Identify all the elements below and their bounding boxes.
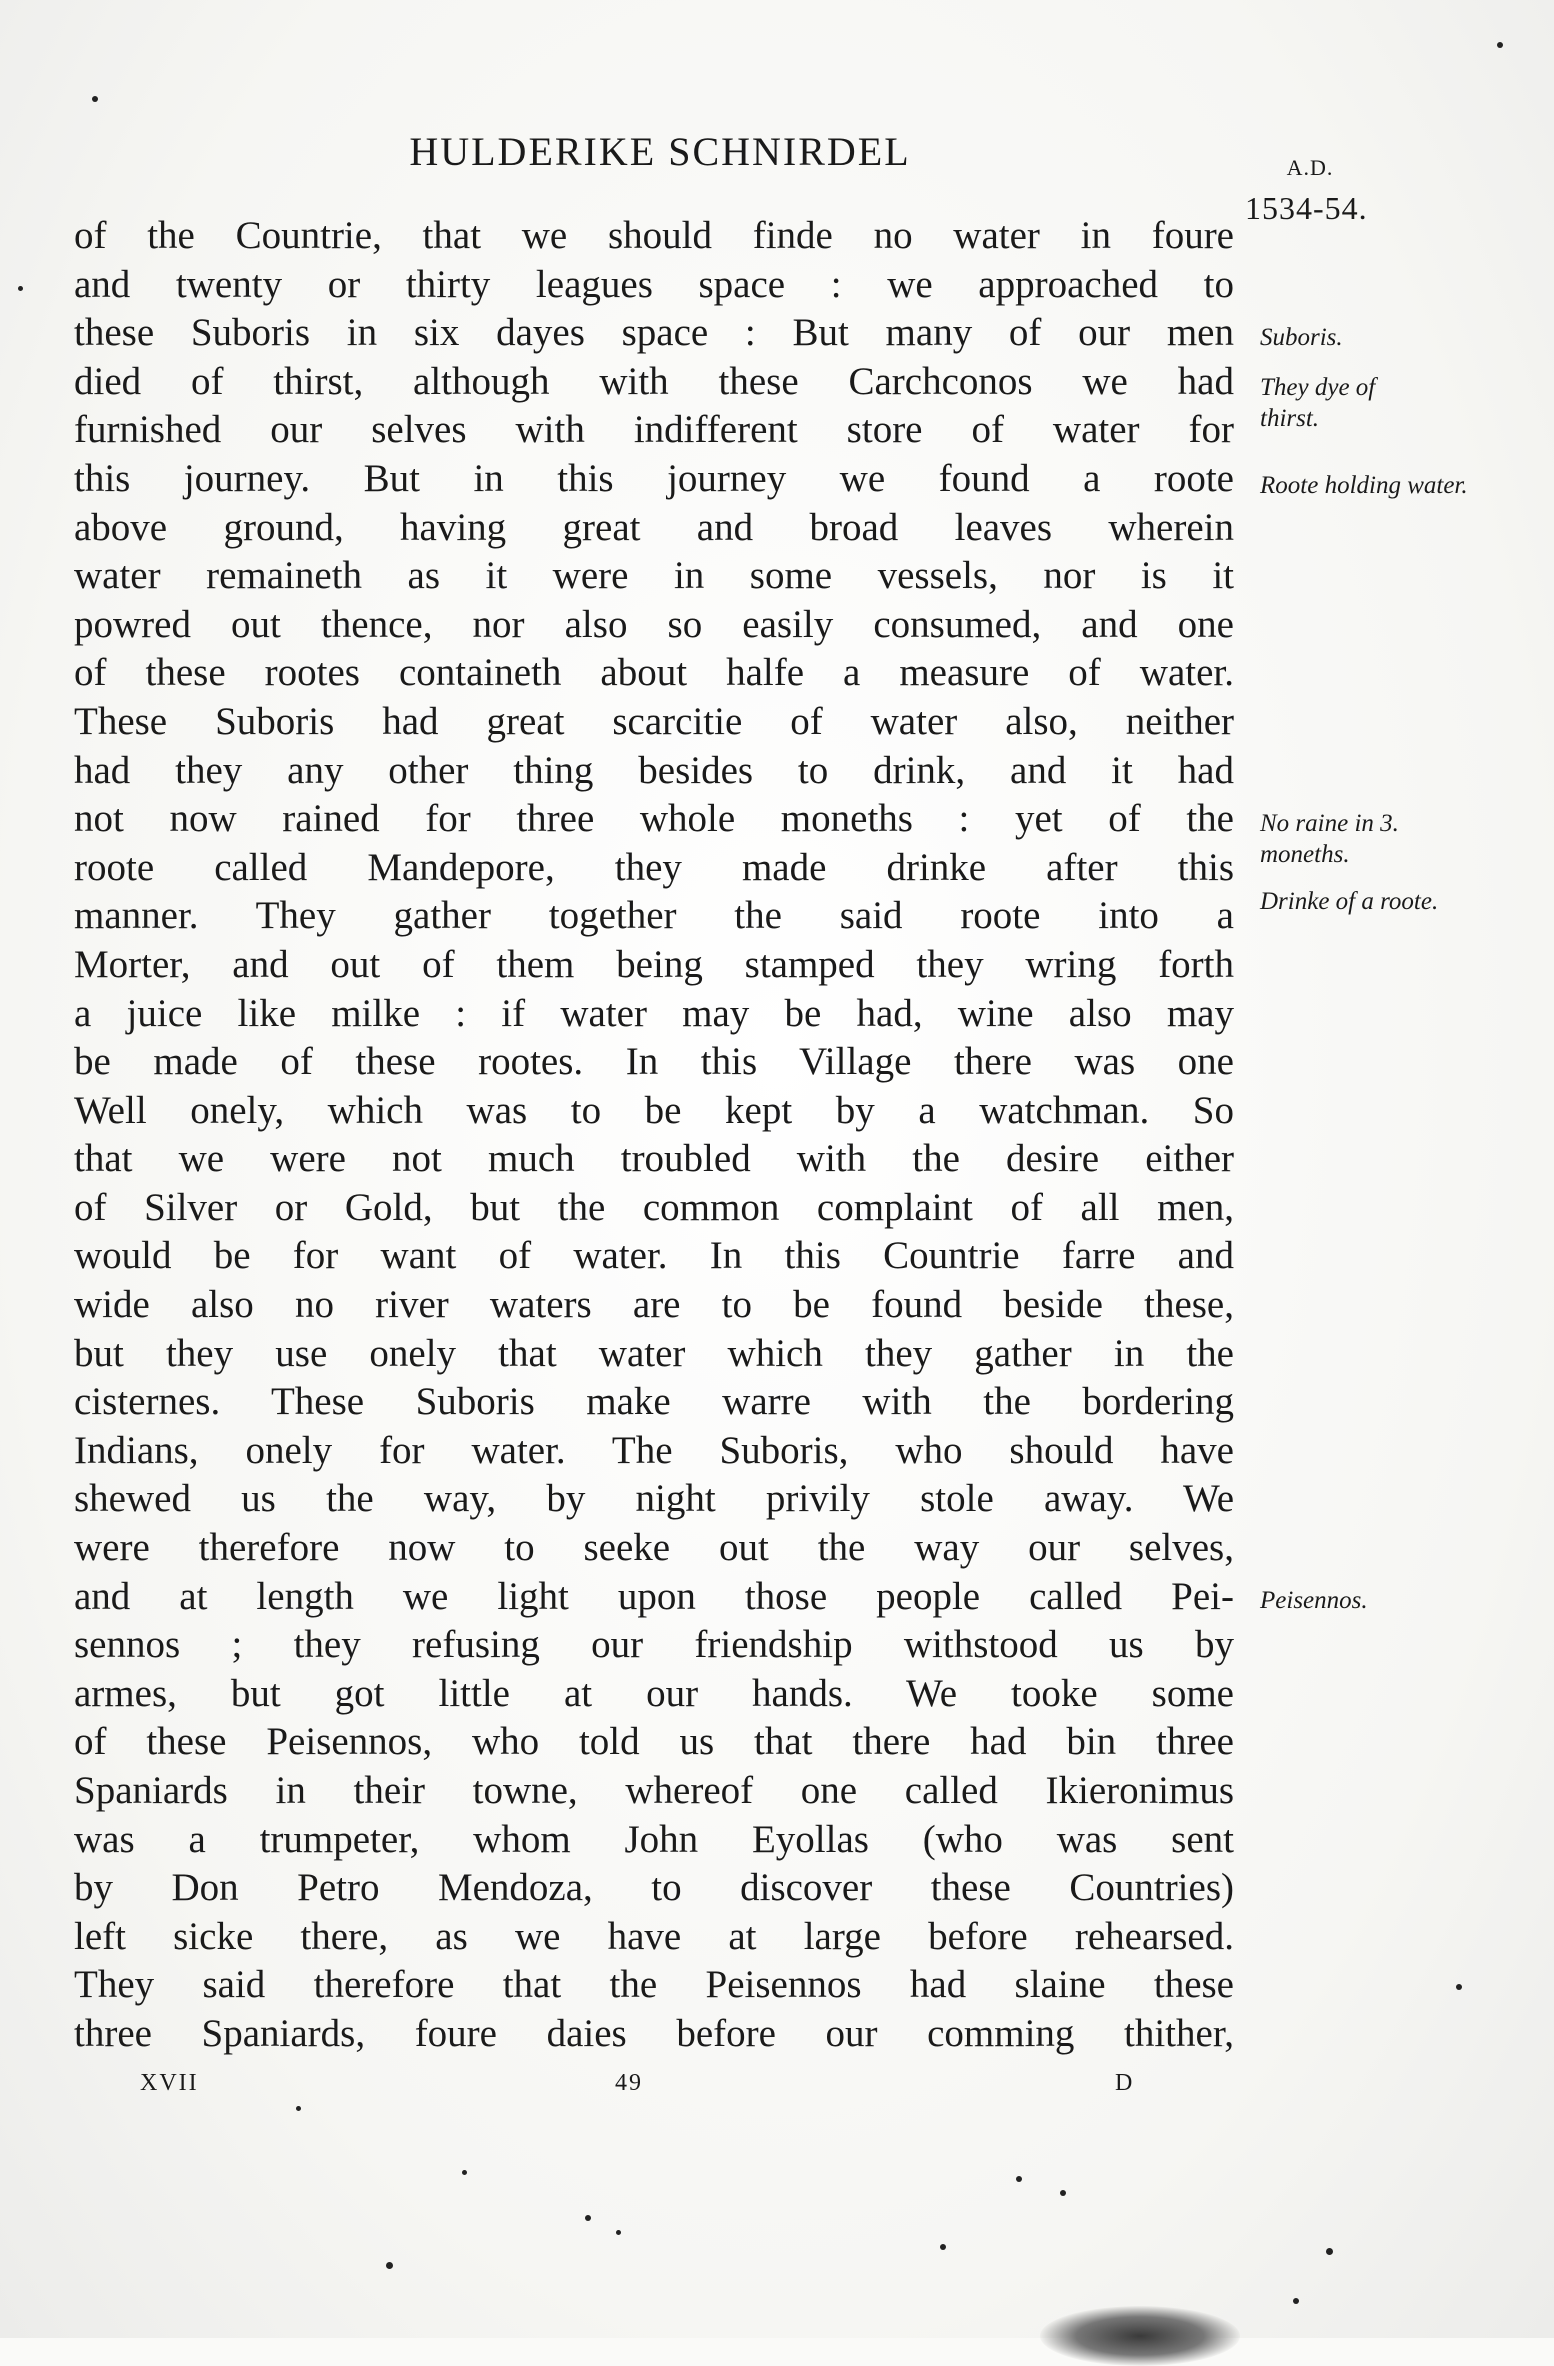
text-line: They said therefore that the Peisennos had slaine these <box>74 1963 1234 2007</box>
date-label: A.D. <box>1286 155 1334 180</box>
text-line: sennos ; they refusing our friendship withstood us by <box>74 1623 1234 1667</box>
ink-speck <box>1456 1984 1462 1990</box>
margin-note-no-raine: No raine in 3. moneths. <box>1260 810 1399 868</box>
text-line: above ground, having great and broad leaves wherein <box>74 505 1234 549</box>
ink-speck <box>940 2244 946 2250</box>
text-line: but they use onely that water which they gather in the <box>74 1331 1234 1375</box>
text-line: three Spaniards, foure daies before our comming thither, <box>74 2011 1234 2055</box>
text-line: manner. They gather together the said roote into a <box>74 894 1234 938</box>
ink-speck <box>585 2215 591 2221</box>
ink-speck <box>18 286 23 291</box>
text-line: this journey. But in this journey we found a roote <box>74 456 1234 500</box>
text-line: these Suboris in six dayes space : But many of our men <box>74 311 1234 355</box>
body-text <box>74 212 1234 2059</box>
ink-speck <box>296 2106 301 2111</box>
margin-note-roote-water: Roote holding water. <box>1260 472 1468 499</box>
text-line: water remaineth as it were in some vessels, nor is it <box>74 554 1234 598</box>
text-line: died of thirst, although with these Carchconos we had <box>74 359 1234 403</box>
text-line: had they any other thing besides to drink, and it had <box>74 748 1234 792</box>
text-line: not now rained for three whole moneths : yet of the <box>74 797 1234 841</box>
ink-speck <box>462 2170 467 2175</box>
page-number: 49 <box>615 2070 643 2096</box>
text-line: be made of these rootes. In this Village there was one <box>74 1040 1234 1084</box>
margin-note-drinke: Drinke of a roote. <box>1260 888 1439 915</box>
text-line: of these rootes containeth about halfe a measure of water. <box>74 651 1234 695</box>
text-line: furnished our selves with indifferent store of water for <box>74 408 1234 452</box>
text-line: that we were not much troubled with the desire either <box>74 1137 1234 1181</box>
ink-blot <box>1040 2306 1240 2366</box>
text-line: of Silver or Gold, but the common complaint of all men, <box>74 1185 1234 1229</box>
text-line: of the Countrie, that we should finde no water in foure <box>74 214 1234 257</box>
text-line: armes, but got little at our hands. We tooke some <box>74 1671 1234 1715</box>
signature-mark: D <box>1115 2070 1135 2096</box>
text-line: Indians, onely for water. The Suboris, who should have <box>74 1428 1234 1472</box>
text-line: shewed us the way, by night privily stole away. We <box>74 1477 1234 1521</box>
text-line: a juice like milke : if water may be had, wine also may <box>74 991 1234 1035</box>
text-line: Spaniards in their towne, whereof one called Ikieronimus <box>74 1769 1234 1812</box>
margin-note-suboris: Suboris. <box>1260 324 1343 351</box>
ink-speck <box>1497 42 1503 48</box>
text-line: left sicke there, as we have at large before rehearsed. <box>74 1914 1234 1958</box>
text-line: were therefore now to seeke out the way our selves, <box>74 1526 1234 1570</box>
text-line: by Don Petro Mendoza, to discover these Countries) <box>74 1866 1234 1910</box>
ink-speck <box>1293 2298 1299 2304</box>
margin-note-peisennos: Peisennos. <box>1260 1587 1368 1614</box>
text-line: and at length we light upon those people called Pei- <box>74 1574 1234 1618</box>
text-line: Well onely, which was to be kept by a watchman. So <box>74 1088 1234 1132</box>
ink-speck <box>386 2262 393 2269</box>
text-line: of these Peisennos, who told us that there had bin three <box>74 1720 1234 1764</box>
text-line: roote called Mandepore, they made drinke after this <box>74 845 1234 889</box>
text-line: cisternes. These Suboris make warre with the bordering <box>74 1380 1234 1424</box>
year-range: 1534-54. <box>1245 190 1368 226</box>
text-line: Morter, and out of them being stamped they wring forth <box>74 942 1234 986</box>
margin-note-thirst: They dye of thirst. <box>1260 374 1376 432</box>
ink-speck <box>1326 2248 1333 2255</box>
text-line: would be for want of water. In this Countrie farre and <box>74 1234 1234 1278</box>
ink-speck <box>1060 2190 1066 2196</box>
ink-speck <box>1016 2176 1022 2182</box>
ink-speck <box>92 96 98 102</box>
text-line: and twenty or thirty leagues space : we approached to <box>74 262 1234 306</box>
text-line: was a trumpeter, whom John Eyollas (who was sent <box>74 1817 1234 1861</box>
text-line: wide also no river waters are to be found beside these, <box>74 1283 1234 1327</box>
ink-speck <box>616 2230 621 2235</box>
running-title: HULDERIKE SCHNIRDEL <box>409 129 911 174</box>
text-line: powred out thence, nor also so easily consumed, and one <box>74 602 1234 646</box>
volume-number: XVII <box>140 2070 199 2096</box>
text-line: These Suboris had great scarcitie of water also, neither <box>74 699 1234 743</box>
